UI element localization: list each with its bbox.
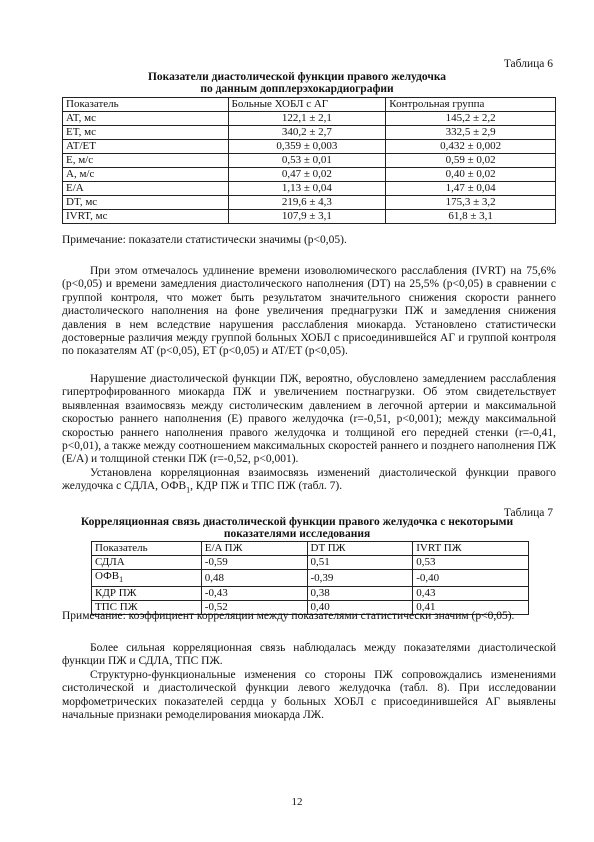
table7-note: Примечание: коэффициент корреляции между показателями статистически значим (p<0,05). [62,610,515,622]
table7-title [40,516,554,540]
table6-header-cell: Показатель [63,98,229,112]
table-cell: 332,5 ± 2,9 [386,126,556,140]
table-row [63,126,556,140]
table-cell: 0,51 [307,556,413,570]
table-row [63,154,556,168]
table7-header-cell: IVRT ПЖ [413,542,529,556]
table7-title-line1: Корреляционная связь диастолической функции правого желудочка с некоторыми [80,516,514,528]
table-cell: 0,432 ± 0,002 [386,140,556,154]
table-cell: E/A [63,182,229,196]
table-row [92,570,529,587]
table6-label: Таблица 6 [503,58,553,70]
table-cell: 340,2 ± 2,7 [228,126,386,140]
table-cell: 0,53 ± 0,01 [228,154,386,168]
table7-header-cell: E/A ПЖ [201,542,307,556]
table-cell: 0,40 ± 0,02 [386,168,556,182]
table-row [63,140,556,154]
paragraph-diastolic-disorder: Нарушение диастолической функции ПЖ, вероятно, обусловлено замедлением расслабления гипертрофированного миокарда ПЖ и увеличением постнагрузки. Об этом свидетельствует выявленная взаимосвязь между систолическим давлением в легочной артерии и максимальной скоростью раннего наполнения (E) правого желудочка (r=-0,51, p<0,001); между максимальной скоростью раннего наполнения правого желудочка и толщиной его передней стенки (r=-0,41, p<0,01), а также между соотношением максимальных скоростей раннего и позднего наполнения ПЖ (E/A) и толщиной стенки ПЖ (r=-0,52, p<0,001). [62,373,556,466]
table-cell: КДР ПЖ [92,587,202,601]
table-row [63,112,556,126]
paragraph-strong-correlation: Более сильная корреляционная связь наблюдалась между показателями диастолической функции ПЖ и СДЛА, ТПС ПЖ. [62,642,556,668]
table-cell: 0,53 [413,556,529,570]
table6 [62,97,556,224]
table-cell: 0,40 [307,601,413,615]
table-cell: 0,38 [307,587,413,601]
table-cell: ТПС ПЖ [92,601,202,615]
table-row [63,168,556,182]
table-cell: -0,52 [201,601,307,615]
table-row [63,196,556,210]
table6-title-line1: Показатели диастолической функции правого желудочка [147,71,447,83]
table6-title [40,71,554,95]
table-cell [92,570,202,587]
table-cell: E, м/с [63,154,229,168]
page-number: 12 [291,796,303,808]
table-cell: 107,9 ± 3,1 [228,210,386,224]
table-cell: A, м/с [63,168,229,182]
table6-header-cell: Контрольная группа [386,98,556,112]
paragraph-structural-changes: Структурно-функциональные изменения со стороны ПЖ сопровождались изменениями систолической и диастолической функции левого желудочка (табл. 8). При исследовании морфометрических показателей сердца у больных ХОБЛ с присоединившейся АГ выявлены начальные признаки ремоделирования миокарда ЛЖ. [62,669,556,722]
table-cell: AT/ET [63,140,229,154]
table7-header-cell: DT ПЖ [307,542,413,556]
table7-header-row [92,542,529,556]
paragraph-correlation-part1: Установлена корреляционная взаимосвязь изменений диастолической функции правого желудочка с СДЛА, ОФВ [62,467,556,493]
table-cell: СДЛА [92,556,202,570]
table-row [63,210,556,224]
table-row [92,556,529,570]
table7-label: Таблица 7 [503,507,553,519]
table7-title-line2: показателями исследования [223,528,371,540]
table-cell: -0,59 [201,556,307,570]
table6-title-line2: по данным допплерэхокардиографии [200,83,394,95]
table-cell: 219,6 ± 4,3 [228,196,386,210]
table-cell: 1,13 ± 0,04 [228,182,386,196]
table-cell: AT, мс [63,112,229,126]
table7 [91,541,529,615]
table-cell: 0,48 [201,570,307,587]
table-cell: 0,59 ± 0,02 [386,154,556,168]
table-cell: -0,43 [201,587,307,601]
paragraph-correlation [62,467,556,497]
table-cell: DT, мс [63,196,229,210]
table-cell: 61,8 ± 3,1 [386,210,556,224]
table-cell: IVRT, мс [63,210,229,224]
table-cell: -0,40 [413,570,529,587]
paragraph-correlation-subscript: 1 [186,485,191,495]
table-cell-text: ОФВ [95,570,120,582]
paragraph-ivrt-dt: При этом отмечалось удлинение времени изоволюмического расслабления (IVRT) на 75,6% (p<0,05) и времени замедления диастолического наполнения (DT) на 25,5% (p<0,05) в сравнении с группой контроля, что может быть результатом значительного снижения скорости раннего диастолического наполнения на фоне увеличения преднагрузки ПЖ и замедления снижения давления в нем вследствие нарушения расслабления миокарда. Установлено статистически достоверные различия между группой больных ХОБЛ с присоединившейся АГ и группой контроля по показателям AT (p<0,05), ET (p<0,05) и AT/ET (p<0,05). [62,265,556,358]
table-cell: 122,1 ± 2,1 [228,112,386,126]
table-cell: 0,47 ± 0,02 [228,168,386,182]
table-cell: 1,47 ± 0,04 [386,182,556,196]
table-cell: 0,359 ± 0,003 [228,140,386,154]
table-cell: 0,41 [413,601,529,615]
table6-header-cell: Больные ХОБЛ с АГ [228,98,386,112]
table-cell: -0,39 [307,570,413,587]
table-cell-subscript: 1 [119,575,124,585]
table-row [92,587,529,601]
table-cell: 175,3 ± 3,2 [386,196,556,210]
table-row [63,182,556,196]
table7-header-cell: Показатель [92,542,202,556]
table6-note: Примечание: показатели статистически значимы (p<0,05). [62,234,347,246]
table-cell: 145,2 ± 2,2 [386,112,556,126]
table-cell: 0,43 [413,587,529,601]
paragraph-correlation-part2: , КДР ПЖ и ТПС ПЖ (табл. 7). [190,480,343,493]
table6-header-row [63,98,556,112]
table-cell: ET, мс [63,126,229,140]
